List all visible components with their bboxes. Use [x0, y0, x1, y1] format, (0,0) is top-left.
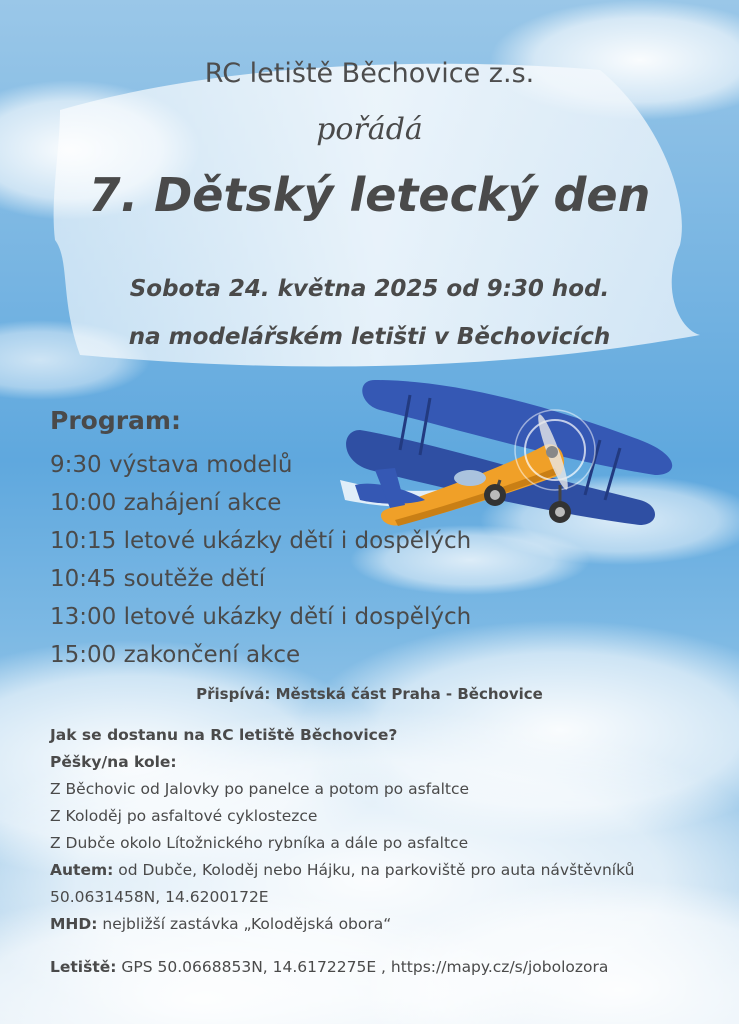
mhd-text: nejbližší zastávka „Kolodějská obora“: [97, 915, 392, 933]
program-heading: Program:: [50, 406, 181, 435]
car-text: od Dubče, Koloděj nebo Hájku, na parkoviště pro auta návštěvníků: [113, 861, 635, 879]
walk-item: Z Dubče okolo Lítožnického rybníka a dále po asfaltce: [50, 834, 469, 852]
airfield-label: Letiště:: [50, 958, 117, 976]
car-gps: 50.0631458N, 14.6200172E: [50, 888, 269, 906]
program-item: 10:15 letové ukázky dětí i dospělých: [50, 528, 472, 554]
program-list: [50, 446, 471, 674]
presents-label: pořádá: [316, 112, 423, 147]
directions-section: [50, 722, 730, 981]
mhd-label: MHD:: [50, 915, 98, 933]
airfield-text: GPS 50.0668853N, 14.6172275E , https://mapy.cz/s/jobolozora: [116, 958, 609, 976]
program-item: 10:45 soutěže dětí: [50, 566, 266, 592]
mhd-directions: [50, 911, 730, 938]
program-item: 13:00 letové ukázky dětí i dospělých: [50, 604, 472, 630]
program-item: 9:30 výstava modelů: [50, 452, 293, 478]
car-label: Autem:: [50, 861, 114, 879]
spacer: [50, 938, 730, 954]
directions-question: Jak se dostanu na RC letiště Běchovice?: [50, 726, 398, 744]
organizer-name: RC letiště Běchovice z.s.: [204, 58, 535, 89]
walk-item: Z Koloděj po asfaltové cyklostezce: [50, 807, 318, 825]
event-location: na modelářském letišti v Běchovicích: [128, 324, 611, 350]
event-title: 7. Dětský letecký den: [88, 168, 651, 222]
program-item: 10:00 zahájení akce: [50, 490, 282, 516]
program-item: 15:00 zakončení akce: [50, 642, 301, 668]
car-directions: [50, 857, 730, 884]
sponsor-line: Přispívá: Městská část Praha - Běchovice: [196, 685, 543, 703]
walk-heading: Pěšky/na kole:: [50, 753, 177, 771]
airfield-info: [50, 954, 730, 981]
event-date: Sobota 24. května 2025 od 9:30 hod.: [129, 276, 610, 302]
walk-item: Z Běchovic od Jalovky po panelce a potom po asfaltce: [50, 780, 470, 798]
